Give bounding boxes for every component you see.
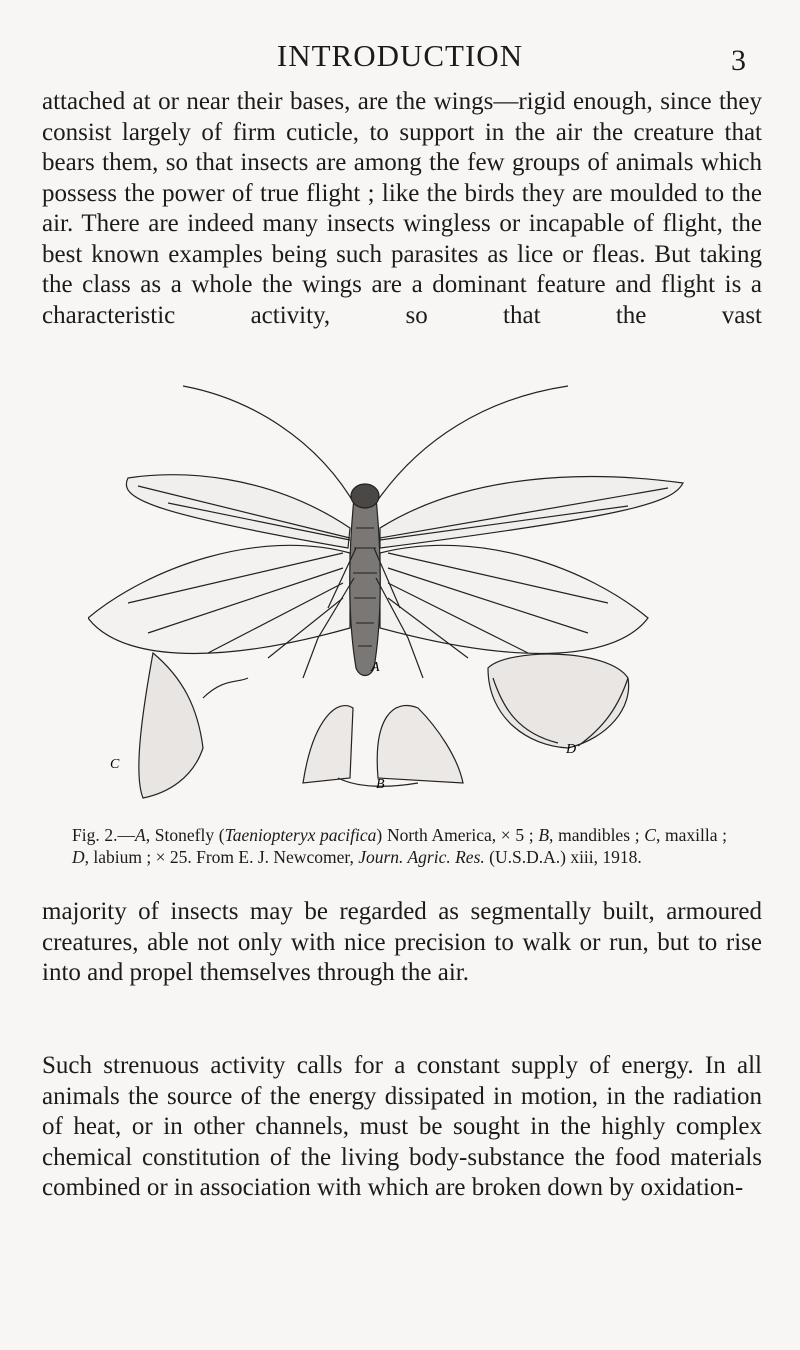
caption-d-text: labium ; × 25. From E. J. Newcomer, xyxy=(93,847,354,867)
maxilla-illustration xyxy=(139,653,203,798)
caption-letter-b: B xyxy=(538,825,550,845)
caption-letter-d: D xyxy=(72,847,85,867)
figure-label-d: D xyxy=(566,742,577,757)
mandible-right xyxy=(377,706,463,783)
caption-common-name: Stonefly xyxy=(154,825,215,845)
caption-journal: Journ. Agric. Res. xyxy=(358,847,485,867)
caption-species: Taeniopteryx pacifica xyxy=(224,825,377,845)
figure-label-a: A xyxy=(371,660,380,675)
stonefly-figure xyxy=(88,378,688,818)
running-head xyxy=(0,38,800,82)
stonefly-body xyxy=(350,498,381,676)
figure-caption: Fig. 2.—A, Stonefly (Taeniopteryx pacifica) North America, × 5 ; B, mandibles ; C, maxilla ; D, labium ; × 25. From E. J. Newcomer, Journ. Agric. Res. (U.S.D.A.) xiii, 1918. xyxy=(72,825,728,867)
page-number: 3 xyxy=(731,44,746,77)
figure-label-c: C xyxy=(110,757,120,772)
mandible-left xyxy=(303,706,353,783)
figure-label-b: B xyxy=(376,777,385,792)
caption-b-text: mandibles ; xyxy=(558,825,640,845)
caption-letter-c: C xyxy=(644,825,656,845)
left-forewing xyxy=(126,475,350,548)
caption-c-text: maxilla ; xyxy=(665,825,728,845)
stonefly-head xyxy=(351,484,379,508)
running-title: INTRODUCTION xyxy=(276,38,524,73)
labium-illustration xyxy=(488,654,629,748)
stonefly-illustration xyxy=(88,378,688,818)
body-paragraph-1: attached at or near their bases, are the wings—rigid enough, since they consist largely of firm cuticle, to support in the air the creature that bears them, so that insects are among the few groups of animals which possess the power of true flight ; like the birds they are moulded to the air. There are indeed many insects wingless or incapable of flight, the best known examples being such parasites as lice or fleas. But taking the class as a whole the wings are a dominant feature and flight is a characteristic activity, so that the vast xyxy=(42,88,762,329)
caption-letter-a: A xyxy=(135,825,146,845)
body-paragraph-3: Such strenuous activity calls for a constant supply of energy. In all animals the source of the energy dissipated in motion, in the radiation of heat, or in other channels, must be sought in the highly complex chemical constitution of the living body-substance the food materials combined or in association with which are broken down by oxidation- xyxy=(42,1052,762,1201)
body-paragraph-2: majority of insects may be regarded as segmentally built, armoured creatures, able not only with nice precision to walk or run, but to rise into and propel themselves through the air. xyxy=(42,898,762,986)
caption-citation: (U.S.D.A.) xiii, 1918. xyxy=(489,847,642,867)
caption-region: North America, × 5 ; xyxy=(386,825,534,845)
caption-fig-no: Fig. 2. xyxy=(72,825,118,845)
